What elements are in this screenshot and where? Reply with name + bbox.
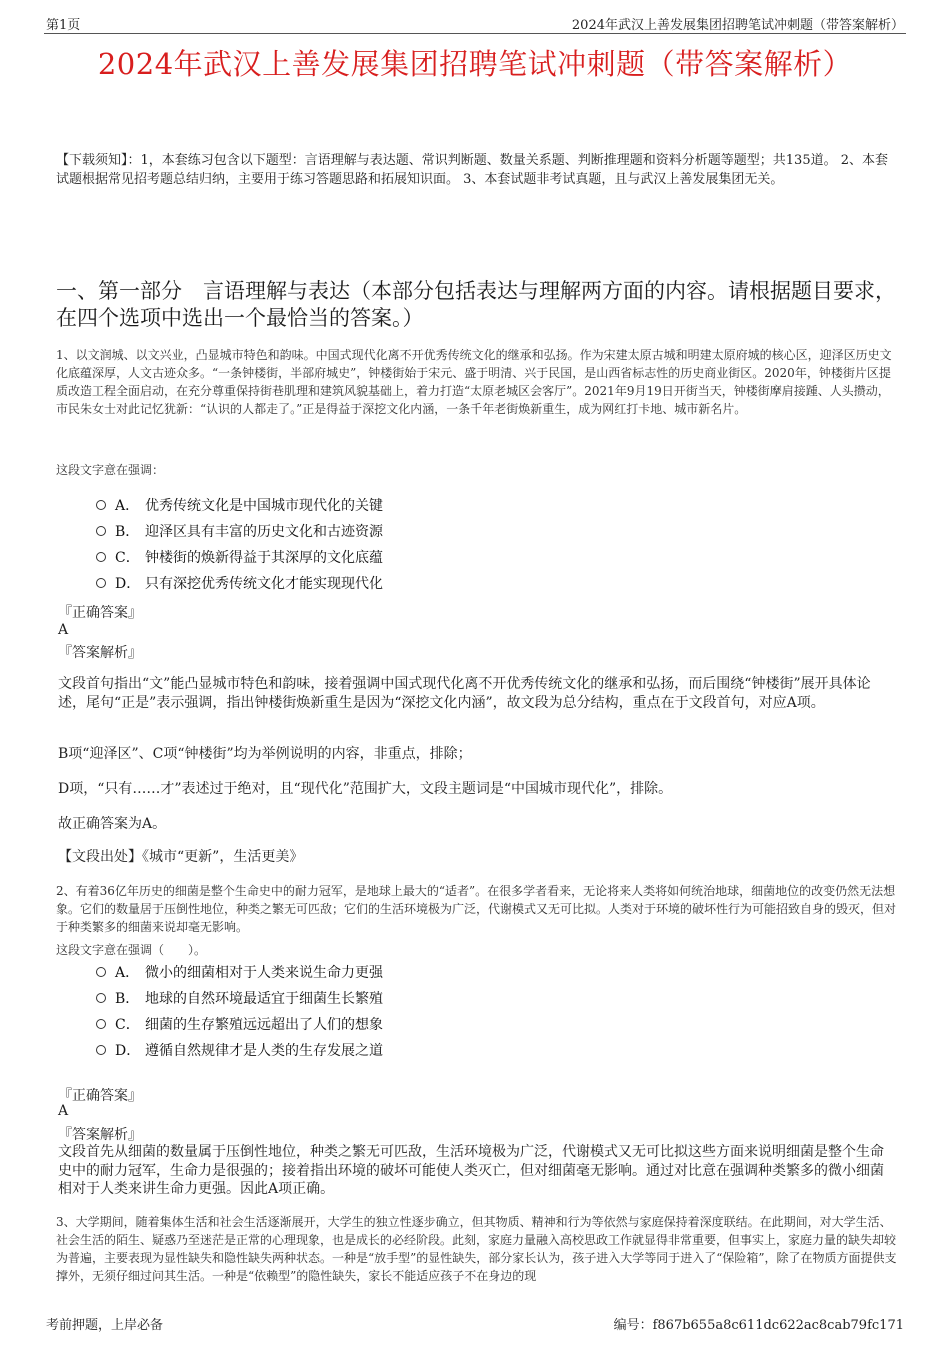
option-text: 细菌的生存繁殖远远超出了人们的想象 bbox=[145, 1017, 383, 1033]
q2-analysis: 文段首先从细菌的数量属于压倒性地位，种类之繁无可匹敌，生活环境极为广泛，代谢模式又无可比拟这些方面来说明细菌是整个生命史中的耐力冠军，生命力是很强的；接着指出环境的破坏可能使人类灭亡，但对细菌毫无影响。通过对比意在强调种类繁多的微小细菌相对于人类来讲生命力更强。因此A项正确。 bbox=[58, 1144, 884, 1197]
section-heading: 一、第一部分 言语理解与表达（本部分包括表达与理解两方面的内容。请根据题目要求，在四个选项中选出一个最恰当的答案。） bbox=[56, 279, 896, 330]
q1-option-b[interactable] bbox=[96, 522, 383, 542]
q1-option-c[interactable] bbox=[96, 548, 383, 568]
option-text: 只有深挖优秀传统文化才能实现现代化 bbox=[145, 576, 383, 592]
q1-stem: 1、以文润城、以文兴业，凸显城市特色和韵味。中国式现代化离不开优秀传统文化的继承和弘扬。作为宋建太原古城和明建太原府城的核心区，迎泽区历史文化底蕴深厚，人文古迹众多。“一条钟楼街，半部府城史”，钟楼街始于宋元、盛于明清、兴于民国，是山西省标志性的历史商业街区。2020年，钟楼街片区提质改造工程全面启动，在充分尊重保持街巷肌理和建筑风貌基础上，着力打造“太原老城区会客厅”。2021年9月19日开街当天，钟楼街摩肩接踵、人头攒动，市民朱女士对此记忆犹新：“认识的人都走了。”正是得益于深挖文化内涵，一条千年老街焕新重生，成为网红打卡地、城市新名片。 bbox=[56, 348, 892, 416]
q2-option-b[interactable] bbox=[96, 989, 383, 1009]
q1-answer-label: 『正确答案』 bbox=[58, 605, 142, 621]
q1-prompt: 这段文字意在强调： bbox=[56, 463, 165, 477]
option-text: 优秀传统文化是中国城市现代化的关键 bbox=[145, 498, 383, 514]
q3-stem: 3、大学期间，随着集体生活和社会生活逐渐展开，大学生的独立性逐步确立，但其物质、精神和行为等依然与家庭保持着深度联结。在此期间，对大学生活、社会生活的陌生、疑惑乃至迷茫是正常的心理现象，也是成长的必经阶段。此刻，家庭力量融入高校思政工作就显得非常重要，但事实上，家庭力量的缺失却较为普遍，主要表现为显性缺失和隐性缺失两种状态。一种是“放手型”的显性缺失，部分家长认为，孩子进入大学等同于进入了“保险箱”，除了在物质方面提供支撑外，无须仔细过问其生活。一种是“依赖型”的隐性缺失，家长不能适应孩子不在身边的现 bbox=[56, 1215, 897, 1283]
option-letter: A． bbox=[115, 498, 140, 514]
page-number: 第1页 bbox=[46, 18, 81, 33]
q1-analysis-label: 『答案解析』 bbox=[58, 645, 142, 661]
radio-icon[interactable] bbox=[96, 967, 106, 977]
q2-stem: 2、有着36亿年历史的细菌是整个生命史中的耐力冠军，是地球上最大的“适者”。在很多学者看来，无论将来人类将如何统治地球，细菌地位的改变仍然无法想象。它们的数量居于压倒性地位，种类之繁无可匹敌；它们的生活环境极为广泛，代谢模式又无可比拟。人类对于环境的破坏性行为可能招致自身的毁灭，但对于种类繁多的细菌来说却毫无影响。 bbox=[56, 884, 897, 934]
option-letter: B． bbox=[115, 524, 140, 540]
radio-icon[interactable] bbox=[96, 578, 106, 588]
radio-icon[interactable] bbox=[96, 526, 106, 536]
q2-prompt: 这段文字意在强调（ ）。 bbox=[56, 943, 207, 957]
option-letter: D． bbox=[115, 1043, 141, 1059]
q1-analysis-p1: 文段首句指出“文”能凸显城市特色和韵味，接着强调中国式现代化离不开优秀传统文化的继承和弘扬，而后围绕“钟楼街”展开具体论述，尾句“正是”表示强调，指出钟楼街焕新重生是因为“深挖文化内涵”，故文段为总分结构，重点在于文段首句，对应A项。 bbox=[58, 676, 871, 711]
option-text: 钟楼街的焕新得益于其深厚的文化底蕴 bbox=[145, 550, 383, 566]
q1-source: 【文段出处】《城市“更新”，生活更美》 bbox=[58, 849, 304, 865]
header-doc-title: 2024年武汉上善发展集团招聘笔试冲刺题（带答案解析） bbox=[571, 18, 904, 33]
q1-analysis-p3: D项，“只有……才”表述过于绝对，且“现代化”范围扩大，文段主题词是“中国城市现代化”，排除。 bbox=[58, 781, 673, 797]
q1-answer: A bbox=[58, 622, 69, 638]
footer-slogan: 考前押题，上岸必备 bbox=[46, 1318, 164, 1333]
radio-icon[interactable] bbox=[96, 552, 106, 562]
main-title: 2024年武汉上善发展集团招聘笔试冲刺题（带答案解析） bbox=[97, 47, 853, 81]
q1-analysis-p4: 故正确答案为A。 bbox=[58, 816, 167, 832]
q2-analysis-label: 『答案解析』 bbox=[58, 1127, 142, 1143]
q2-answer: A bbox=[58, 1103, 69, 1119]
option-letter: D． bbox=[115, 576, 141, 592]
header-divider bbox=[44, 33, 906, 34]
option-text: 微小的细菌相对于人类来说生命力更强 bbox=[145, 965, 383, 981]
radio-icon[interactable] bbox=[96, 1019, 106, 1029]
option-letter: B． bbox=[115, 991, 140, 1007]
q1-analysis-p2: B项“迎泽区”、C项“钟楼街”均为举例说明的内容，非重点，排除； bbox=[58, 746, 472, 762]
q2-option-a[interactable] bbox=[96, 963, 383, 983]
q2-answer-label: 『正确答案』 bbox=[58, 1088, 142, 1104]
q2-option-d[interactable] bbox=[96, 1041, 383, 1061]
option-text: 迎泽区具有丰富的历史文化和古迹资源 bbox=[145, 524, 383, 540]
radio-icon[interactable] bbox=[96, 1045, 106, 1055]
option-letter: C． bbox=[115, 1017, 140, 1033]
q1-option-a[interactable] bbox=[96, 496, 383, 516]
option-text: 遵循自然规律才是人类的生存发展之道 bbox=[145, 1043, 383, 1059]
download-notice: 【下载须知】：1，本套练习包含以下题型：言语理解与表达题、常识判断题、数量关系题、判断推理题和资料分析题等题型；共135道。 2、本套试题根据常见招考题总结归纳，主要用于练习答题思路和拓展知识面。 3、本套试题非考试真题，且与武汉上善发展集团无关。 bbox=[56, 153, 888, 187]
option-text: 地球的自然环境最适宜于细菌生长繁殖 bbox=[145, 991, 383, 1007]
q1-option-d[interactable] bbox=[96, 574, 383, 594]
radio-icon[interactable] bbox=[96, 993, 106, 1003]
option-letter: C． bbox=[115, 550, 140, 566]
option-letter: A． bbox=[115, 965, 140, 981]
footer-serial: 编号：f867b655a8c611dc622ac8cab79fc171 bbox=[613, 1318, 904, 1333]
q2-option-c[interactable] bbox=[96, 1015, 383, 1035]
radio-icon[interactable] bbox=[96, 500, 106, 510]
